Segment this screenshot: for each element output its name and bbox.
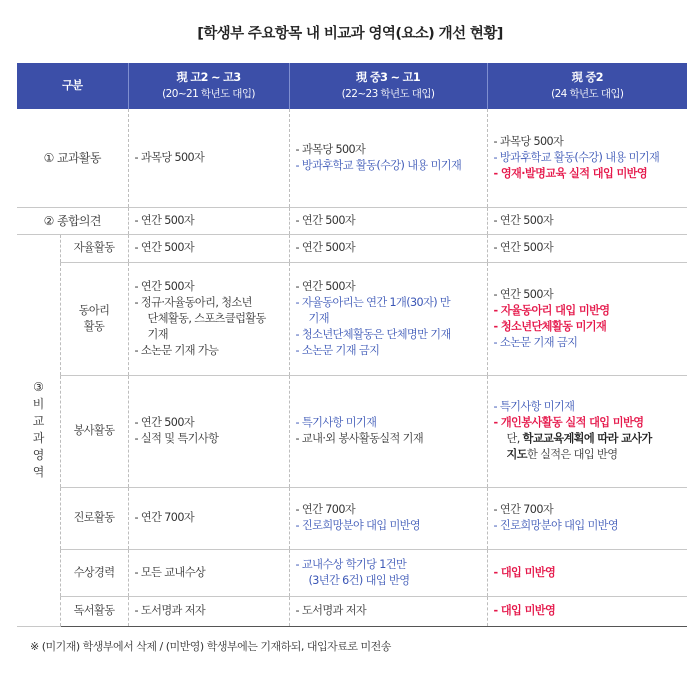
cell-club-col1: - 연간 500자 - 정규·자율동아리, 청소년 단체활동, 스포츠클럽활동 기재 - 소논문 기재 가능 <box>128 262 289 375</box>
cell-opinion-col3: - 연간 500자 <box>487 207 687 234</box>
cell-autonomous-col1: - 연간 500자 <box>128 234 289 262</box>
header-col2-sub: (22~23 학년도 대입) <box>341 88 435 100</box>
header-col3-title: 現 중2 <box>571 71 603 84</box>
cell-awards-col3: - 대입 미반영 <box>487 549 687 596</box>
cell-career-col3: - 연간 700자 - 진로희망분야 대입 미반영 <box>487 487 687 549</box>
cell-volunteer-col2: - 특기사항 미기재 - 교내·외 봉사활동실적 기재 <box>289 375 487 487</box>
row-label-career: 진로활동 <box>60 487 128 549</box>
cell-career-col1: - 연간 700자 <box>128 487 289 549</box>
cell-opinion-col2: - 연간 500자 <box>289 207 487 234</box>
header-col2-title: 現 중3 ~ 고1 <box>356 71 421 84</box>
cell-opinion-col1: - 연간 500자 <box>128 207 289 234</box>
header-category: 구분 <box>17 63 128 109</box>
footnote: ※ (미기재) 학생부에서 삭제 / (미반영) 학생부에는 기재하되, 대입자료로 미전송 <box>30 640 391 653</box>
cell-club-col3: - 연간 500자 - 자율동아리 대입 미반영 - 청소년단체활동 미기재 - 소논문 기재 금지 <box>487 262 687 375</box>
table-row <box>17 109 687 207</box>
cell-club-col2: - 연간 500자 - 자율동아리는 연간 1개(30자) 만 기재 - 청소년단체활동은 단체명만 기재 - 소논문 기재 금지 <box>289 262 487 375</box>
header-col1-sub: (20~21 학년도 대입) <box>162 88 255 100</box>
cell-reading-col3: - 대입 미반영 <box>487 596 687 626</box>
row-label-subjects: ① 교과활동 <box>17 109 128 207</box>
cell-autonomous-col3: - 연간 500자 <box>487 234 687 262</box>
row-label-awards: 수상경력 <box>60 549 128 596</box>
row-label-opinion: ② 종합의견 <box>17 207 128 234</box>
cell-subjects-col2: - 과목당 500자 - 방과후학교 활동(수강) 내용 미기재 <box>289 109 487 207</box>
header-col1-title: 現 고2 ~ 고3 <box>176 71 241 84</box>
table-row <box>17 262 687 375</box>
header-col3 <box>487 63 687 109</box>
row-label-reading: 독서활동 <box>60 596 128 626</box>
row-label-club: 동아리 활동 <box>60 262 128 375</box>
cell-awards-col2: - 교내수상 학기당 1건만 (3년간 6건) 대입 반영 <box>289 549 487 596</box>
table-header <box>17 63 687 109</box>
cell-volunteer-col3: - 특기사항 미기재 - 개인봉사활동 실적 대입 미반영 단, 학교교육계획에 따라 교사가 지도한 실적은 대입 반영 <box>487 375 687 487</box>
cell-reading-col1: - 도서명과 저자 <box>128 596 289 626</box>
table-row <box>17 596 687 626</box>
cell-career-col2: - 연간 700자 - 진로희망분야 대입 미반영 <box>289 487 487 549</box>
table-row <box>17 487 687 549</box>
cell-subjects-col3: - 과목당 500자 - 방과후학교 활동(수강) 내용 미기재 - 영재·발명교육 실적 대입 미반영 <box>487 109 687 207</box>
header-col1 <box>128 63 289 109</box>
table-row <box>17 207 687 234</box>
table-row <box>17 375 687 487</box>
extracurricular-group-label: ③ 비 교 과 영 역 <box>17 234 60 626</box>
row-label-volunteer: 봉사활동 <box>60 375 128 487</box>
cell-volunteer-col1: - 연간 500자 - 실적 및 특기사항 <box>128 375 289 487</box>
row-label-autonomous: 자율활동 <box>60 234 128 262</box>
cell-subjects-col1: - 과목당 500자 <box>128 109 289 207</box>
table-row <box>17 549 687 596</box>
header-col3-sub: (24 학년도 대입) <box>551 88 624 100</box>
cell-reading-col2: - 도서명과 저자 <box>289 596 487 626</box>
cell-awards-col1: - 모든 교내수상 <box>128 549 289 596</box>
comparison-table <box>17 63 687 627</box>
cell-autonomous-col2: - 연간 500자 <box>289 234 487 262</box>
table-row <box>17 234 687 262</box>
header-col2 <box>289 63 487 109</box>
page-title: [학생부 주요항목 내 비교과 영역(요소) 개선 현황] <box>197 26 503 42</box>
